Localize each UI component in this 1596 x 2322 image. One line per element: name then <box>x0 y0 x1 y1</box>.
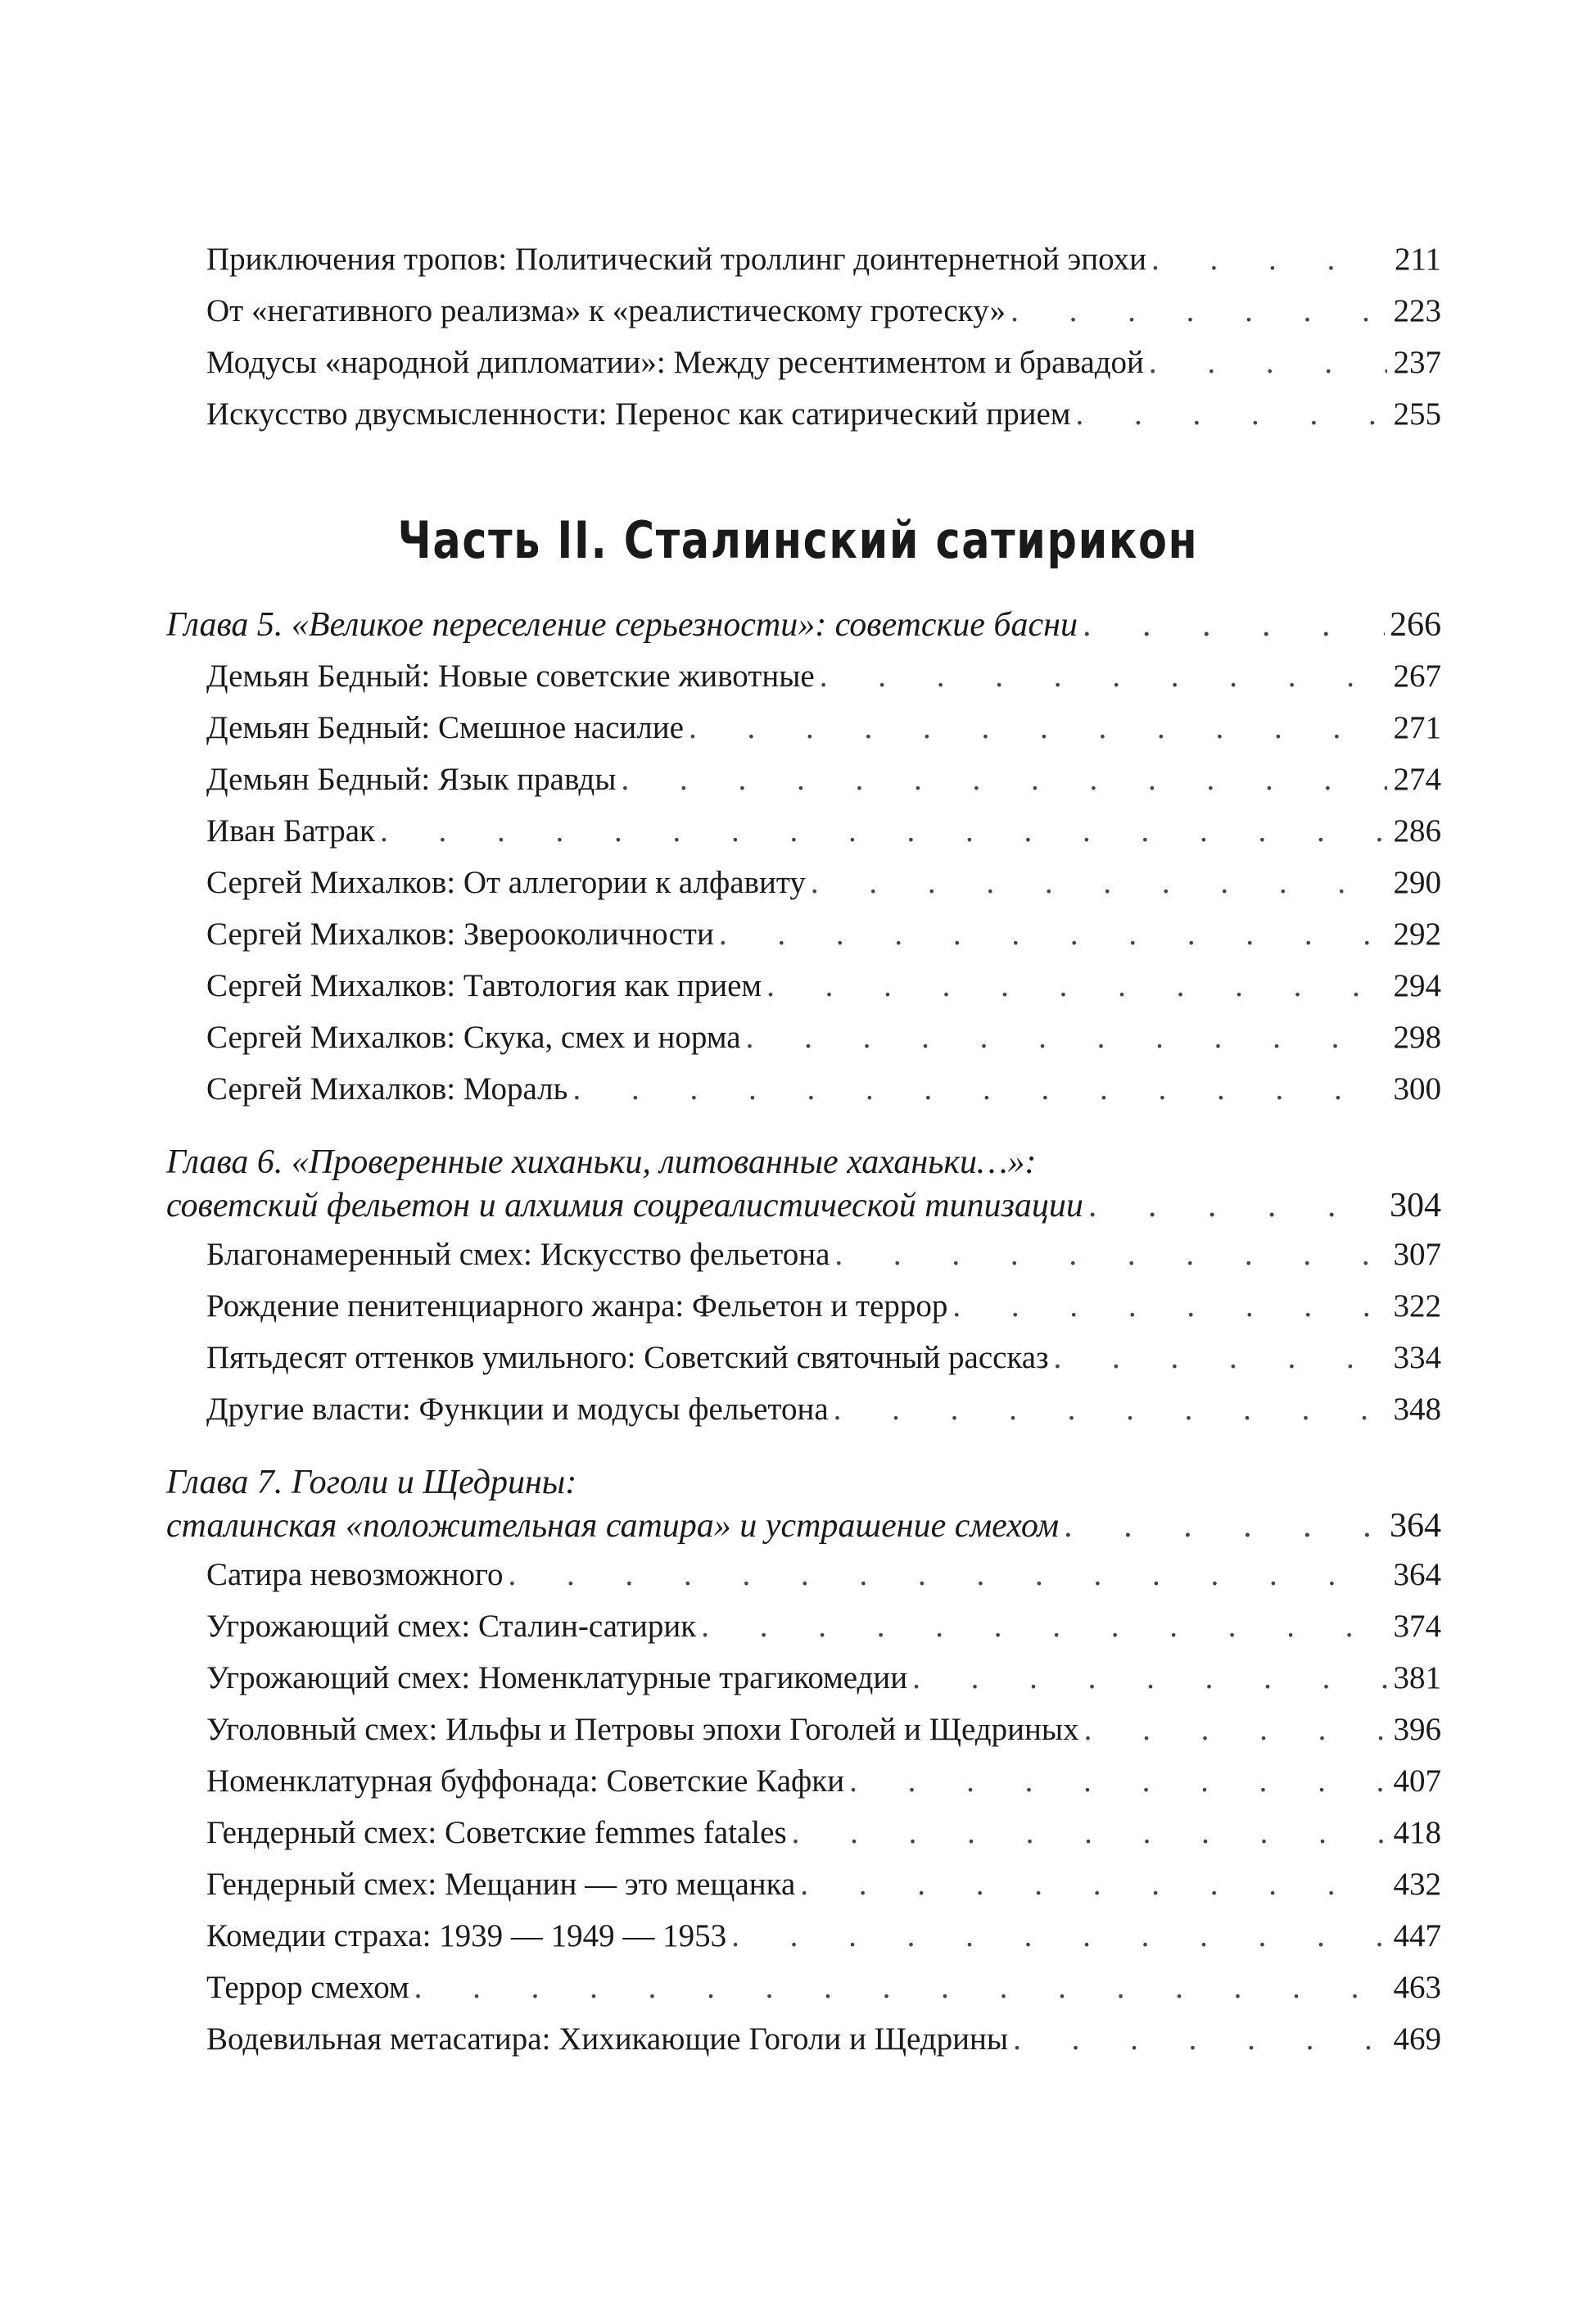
leader-dots <box>1088 1185 1385 1226</box>
entry-page: 348 <box>1393 1392 1441 1427</box>
chapter-6-heading[interactable] <box>166 1185 1441 1226</box>
toc-entry[interactable] <box>206 811 1441 852</box>
entry-page: 211 <box>1394 242 1441 277</box>
entry-page: 292 <box>1393 917 1441 952</box>
entry-page: 271 <box>1393 710 1441 745</box>
leader-dots <box>689 708 1387 749</box>
entry-title: Сергей Михалков: Скука, смех и норма <box>206 1020 741 1055</box>
toc-entry[interactable] <box>206 394 1441 435</box>
leader-dots <box>719 914 1387 955</box>
entry-title: Сергей Михалков: От аллегории к алфавиту <box>206 865 806 900</box>
entry-title: Демьян Бедный: Язык правды <box>206 762 617 797</box>
entry-page: 334 <box>1393 1340 1441 1375</box>
entry-title: Демьян Бедный: Новые советские животные <box>206 659 815 694</box>
leader-dots <box>509 1555 1387 1596</box>
chapter-title: советский фельетон и алхимия соцреалистической типизации <box>166 1187 1083 1224</box>
chapter-7-heading-line1[interactable]: Глава 7. Гоголи и Щедрины: <box>166 1464 577 1501</box>
entry-title: Иван Батрак <box>206 813 375 849</box>
toc-entry[interactable] <box>206 1606 1441 1647</box>
entry-title: Благонамеренный смех: Искусство фельетона <box>206 1237 830 1272</box>
toc-entry[interactable] <box>206 1286 1441 1327</box>
leader-dots <box>701 1606 1387 1647</box>
entry-title: Сатира невозможного <box>206 1557 504 1592</box>
leader-dots <box>766 966 1387 1007</box>
entry-title: Водевильная метасатира: Хихикающие Гоголи и Щедрины <box>206 2021 1009 2057</box>
entry-page: 223 <box>1393 293 1441 328</box>
toc-entry[interactable] <box>206 1967 1441 2008</box>
toc-entry[interactable] <box>206 1389 1441 1430</box>
entry-page: 407 <box>1393 1763 1441 1799</box>
toc-entry[interactable] <box>206 1813 1441 1854</box>
entry-title: Номенклатурная буффонада: Советские Кафки <box>206 1763 845 1799</box>
leader-dots <box>414 1967 1387 2008</box>
entry-title: Угрожающий смех: Сталин-сатирик <box>206 1609 697 1644</box>
toc-entry[interactable] <box>206 342 1441 383</box>
toc-entry[interactable] <box>206 2019 1441 2060</box>
leader-dots <box>1075 394 1387 435</box>
toc-entry[interactable] <box>206 656 1441 697</box>
entry-page: 374 <box>1393 1609 1441 1644</box>
entry-title: Гендерный смех: Мещанин — это мещанка <box>206 1867 796 1902</box>
entry-title: Гендерный смех: Советские femmes fatales <box>206 1815 787 1850</box>
leader-dots <box>1151 239 1387 280</box>
entry-title: Угрожающий смех: Номенклатурные трагикомедии <box>206 1660 908 1695</box>
leader-dots <box>1010 291 1387 332</box>
leader-dots <box>1064 1505 1385 1546</box>
toc-entry[interactable] <box>206 1864 1441 1905</box>
leader-dots <box>834 1389 1387 1430</box>
entry-page: 322 <box>1393 1288 1441 1324</box>
leader-dots <box>912 1658 1387 1699</box>
entry-title: Искусство двусмысленности: Перенос как сатирический прием <box>206 396 1071 432</box>
toc-entry[interactable] <box>206 1338 1441 1378</box>
leader-dots <box>1149 342 1387 383</box>
part-title: Часть II. Сталинский сатирикон <box>397 510 1199 570</box>
leader-dots <box>1084 1709 1387 1750</box>
leader-dots <box>572 1069 1387 1110</box>
entry-title: Рождение пенитенциарного жанра: Фельетон и террор <box>206 1288 948 1324</box>
toc-entry[interactable] <box>206 862 1441 903</box>
entry-title: Комедии страха: 1939 — 1949 — 1953 <box>206 1918 727 1953</box>
toc-entry[interactable] <box>206 1658 1441 1699</box>
entry-page: 432 <box>1393 1867 1441 1902</box>
toc-entry[interactable] <box>206 759 1441 800</box>
chapter-6-heading-line1[interactable]: Глава 6. «Проверенные хиханьки, литованные хаханьки…»: <box>166 1143 1037 1181</box>
entry-title: Другие власти: Функции и модусы фельетона <box>206 1392 829 1427</box>
entry-page: 364 <box>1393 1557 1441 1592</box>
entry-title: Приключения тропов: Политический троллинг доинтернетной эпохи <box>206 242 1146 277</box>
entry-page: 294 <box>1393 968 1441 1003</box>
toc-entry[interactable] <box>206 1069 1441 1110</box>
entry-page: 267 <box>1393 659 1441 694</box>
entry-title: Пятьдесят оттенков умильного: Советский святочный рассказ <box>206 1340 1049 1375</box>
toc-entry[interactable] <box>206 914 1441 955</box>
entry-page: 237 <box>1393 345 1441 380</box>
toc-entry[interactable] <box>206 1709 1441 1750</box>
entry-page: 447 <box>1393 1918 1441 1953</box>
leader-dots <box>380 811 1387 852</box>
leader-dots <box>849 1761 1387 1802</box>
chapter-title: сталинская «положительная сатира» и устрашение смехом <box>166 1507 1060 1545</box>
leader-dots <box>811 862 1387 903</box>
toc-entry[interactable] <box>206 1017 1441 1058</box>
chapter-title: Глава 5. «Великое переселение серьезности»: советские басни <box>166 606 1078 644</box>
entry-title: Модусы «народной дипломатии»: Между ресентиментом и бравадой <box>206 345 1144 380</box>
entry-page: 298 <box>1393 1020 1441 1055</box>
leader-dots <box>746 1017 1387 1058</box>
toc-entry[interactable] <box>206 1761 1441 1802</box>
toc-entry[interactable] <box>206 966 1441 1007</box>
entry-title: Сергей Михалков: Тавтология как прием <box>206 968 762 1003</box>
chapter-page: 304 <box>1390 1187 1441 1224</box>
toc-entry[interactable] <box>206 239 1441 280</box>
toc-entry[interactable] <box>206 1555 1441 1596</box>
entry-page: 300 <box>1393 1071 1441 1107</box>
leader-dots <box>621 759 1387 800</box>
toc-entry[interactable] <box>206 1916 1441 1957</box>
leader-dots <box>834 1234 1387 1275</box>
leader-dots <box>792 1813 1387 1854</box>
entry-page: 290 <box>1393 865 1441 900</box>
entry-page: 381 <box>1393 1660 1441 1695</box>
chapter-7-heading[interactable] <box>166 1505 1441 1546</box>
entry-title: Террор смехом <box>206 1970 409 2005</box>
toc-entry[interactable] <box>206 291 1441 332</box>
chapter-page: 364 <box>1390 1507 1441 1545</box>
entry-title: От «негативного реализма» к «реалистическому гротеску» <box>206 293 1006 328</box>
entry-title: Сергей Михалков: Зверооколичности <box>206 917 714 952</box>
leader-dots <box>1054 1338 1387 1378</box>
leader-dots <box>1083 604 1385 645</box>
entry-title: Сергей Михалков: Мораль <box>206 1071 568 1107</box>
entry-page: 396 <box>1393 1712 1441 1747</box>
entry-page: 463 <box>1393 1970 1441 2005</box>
toc-entry[interactable] <box>206 1234 1441 1275</box>
entry-title: Уголовный смех: Ильфы и Петровы эпохи Гоголей и Щедриных <box>206 1712 1079 1747</box>
leader-dots <box>1013 2019 1387 2060</box>
leader-dots <box>952 1286 1387 1327</box>
entry-page: 418 <box>1393 1815 1441 1850</box>
toc-entry[interactable] <box>206 708 1441 749</box>
entry-title: Демьян Бедный: Смешное насилие <box>206 710 684 745</box>
leader-dots <box>800 1864 1387 1905</box>
entry-page: 307 <box>1393 1237 1441 1272</box>
leader-dots <box>731 1916 1387 1957</box>
entry-page: 274 <box>1393 762 1441 797</box>
chapter-5-heading[interactable] <box>166 604 1441 645</box>
chapter-page: 266 <box>1390 606 1441 644</box>
leader-dots <box>820 656 1387 697</box>
entry-page: 469 <box>1393 2021 1441 2057</box>
entry-page: 286 <box>1393 813 1441 849</box>
entry-page: 255 <box>1393 396 1441 432</box>
